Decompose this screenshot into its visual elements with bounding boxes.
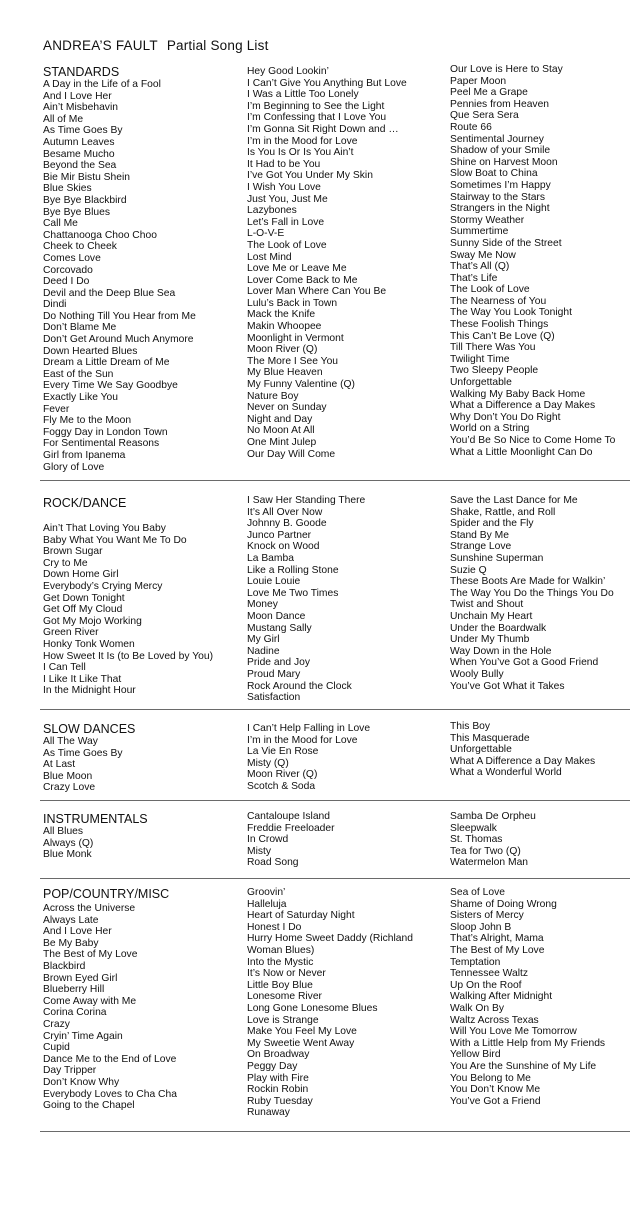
- song-item: My Blue Heaven: [247, 367, 323, 379]
- song-item: Sometimes I’m Happy: [450, 179, 551, 191]
- song-item: Fly Me to the Moon: [43, 415, 132, 427]
- song-item: East of the Sun: [43, 368, 114, 380]
- song-item: Little Boy Blue: [247, 979, 313, 991]
- song-column-3: [450, 811, 536, 869]
- song-item: Why Don’t You Do Right: [450, 411, 561, 423]
- song-item: Hurry Home Sweet Daddy (Richland: [247, 933, 413, 945]
- song-column-2: [247, 723, 370, 793]
- song-item: Suzie Q: [450, 564, 487, 576]
- song-item: Sunny Side of the Street: [450, 237, 562, 249]
- song-item: Pride and Joy: [247, 657, 310, 669]
- song-item: Johnny B. Goode: [247, 518, 327, 530]
- song-item: Runaway: [247, 1107, 290, 1119]
- song-item: Every Time We Say Goodbye: [43, 380, 178, 392]
- song-item: The Look of Love: [450, 284, 530, 296]
- song-item: Walking After Midnight: [450, 991, 553, 1003]
- song-item: As Time Goes By: [43, 125, 123, 137]
- song-item: Louie Louie: [247, 576, 301, 588]
- song-item: Play with Fire: [247, 1072, 309, 1084]
- section-divider: [40, 1131, 630, 1132]
- song-item: Dindi: [43, 299, 67, 311]
- song-item: Brown Eyed Girl: [43, 972, 118, 984]
- song-item: Route 66: [450, 121, 492, 133]
- song-item: Misty (Q): [247, 757, 289, 769]
- song-item: Groovin’: [247, 887, 286, 898]
- song-item: I Was a Little Too Lonely: [247, 89, 359, 101]
- song-item: Honky Tonk Women: [43, 638, 135, 650]
- song-item: A Day in the Life of a Fool: [43, 79, 161, 90]
- song-item: Love Me Two Times: [247, 587, 339, 599]
- song-item: That’s Life: [450, 272, 498, 284]
- song-item: The Look of Love: [247, 239, 327, 251]
- song-item: Always Late: [43, 914, 99, 926]
- song-item: Blue Skies: [43, 183, 92, 195]
- song-item: The Best of My Love: [450, 944, 545, 956]
- song-item: These Foolish Things: [450, 319, 549, 331]
- song-item: Deed I Do: [43, 276, 90, 288]
- song-item: Stormy Weather: [450, 214, 525, 226]
- song-item: Pennies from Heaven: [450, 98, 550, 110]
- song-item: Tennessee Waltz: [450, 968, 529, 980]
- song-item: Lover Man Where Can You Be: [247, 286, 387, 298]
- song-item: What a Wonderful World: [450, 767, 562, 779]
- song-item: The Best of My Love: [43, 949, 138, 961]
- song-item: Que Sera Sera: [450, 110, 519, 122]
- song-item: Shadow of your Smile: [450, 145, 551, 157]
- song-item: My Girl: [247, 634, 280, 646]
- song-item: You Belong to Me: [450, 1072, 531, 1084]
- song-item: Summertime: [450, 226, 509, 238]
- song-item: Twilight Time: [450, 353, 510, 365]
- song-item: Cryin’ Time Again: [43, 1030, 123, 1042]
- song-item: Twist and Shout: [450, 599, 524, 611]
- song-item: In the Midnight Hour: [43, 685, 136, 697]
- song-item: Cheek to Cheek: [43, 241, 117, 253]
- song-item: I Like It Like That: [43, 673, 122, 685]
- song-item: Devil and the Deep Blue Sea: [43, 287, 176, 299]
- song-item: Corina Corina: [43, 1007, 107, 1019]
- song-item: Samba De Orpheu: [450, 811, 536, 822]
- song-item: Fever: [43, 403, 70, 415]
- song-item: When You’ve Got a Good Friend: [450, 657, 599, 669]
- song-item: All Blues: [43, 826, 84, 837]
- section-title: SLOW DANCES: [43, 722, 136, 736]
- song-item: That’s Alright, Mama: [450, 933, 544, 945]
- song-item: Walk On By: [450, 1002, 504, 1014]
- song-item: Moon Dance: [247, 610, 306, 622]
- song-item: I Wish You Love: [247, 181, 321, 193]
- song-item: Our Day Will Come: [247, 448, 336, 460]
- song-item: Don’t Blame Me: [43, 322, 117, 334]
- song-item: Rock Around the Clock: [247, 680, 352, 692]
- song-item: Dance Me to the End of Love: [43, 1053, 177, 1065]
- song-item: Do Nothing Till You Hear from Me: [43, 310, 196, 322]
- song-item: Foggy Day in London Town: [43, 426, 168, 438]
- song-item: Ain’t That Loving You Baby: [43, 523, 166, 534]
- song-item: Is You Is Or Is You Ain’t: [247, 147, 354, 159]
- song-item: As Time Goes By: [43, 747, 123, 759]
- song-item: Will You Love Me Tomorrow: [450, 1026, 577, 1038]
- song-item: Watermelon Man: [450, 857, 529, 869]
- song-item: These Boots Are Made for Walkin’: [450, 576, 606, 588]
- song-item: At Last: [43, 759, 76, 771]
- song-item: Always (Q): [43, 837, 94, 849]
- song-column-3: [450, 887, 605, 1107]
- section-title: ROCK/DANCE: [43, 496, 127, 510]
- song-item: Lulu’s Back in Town: [247, 297, 338, 309]
- song-item: You’ve Got What it Takes: [450, 680, 565, 692]
- song-item: Waltz Across Texas: [450, 1014, 539, 1026]
- song-item: Slow Boat to China: [450, 168, 538, 180]
- song-item: Makin Whoopee: [247, 321, 322, 333]
- song-item: Peggy Day: [247, 1060, 298, 1072]
- song-item: Love Me or Leave Me: [247, 263, 347, 275]
- song-item: Money: [247, 599, 278, 611]
- song-item: Shine on Harvest Moon: [450, 156, 558, 168]
- song-item: Just You, Just Me: [247, 193, 328, 205]
- song-item: All of Me: [43, 113, 84, 125]
- page-subtitle: Partial Song List: [166, 38, 269, 53]
- song-item: Tea for Two (Q): [450, 845, 521, 857]
- song-item: Moon River (Q): [247, 769, 318, 781]
- song-item: Two Sleepy People: [450, 365, 539, 377]
- song-item: You’d Be So Nice to Come Home To: [450, 435, 616, 446]
- song-column-1: [43, 826, 93, 861]
- song-item: I’m Gonna Sit Right Down and …: [247, 123, 399, 135]
- song-item: Sisters of Mercy: [450, 910, 524, 922]
- song-column-2: [247, 495, 365, 704]
- song-item: Blueberry Hill: [43, 984, 105, 996]
- song-item: La Vie En Rose: [247, 746, 319, 758]
- song-item: Under the Boardwalk: [450, 622, 547, 634]
- song-item: Never on Sunday: [247, 402, 327, 414]
- song-item: Sunshine Superman: [450, 552, 544, 564]
- song-item: Long Gone Lonesome Blues: [247, 1002, 378, 1014]
- song-item: Moonlight in Vermont: [247, 332, 344, 344]
- song-item: Heart of Saturday Night: [247, 910, 355, 922]
- song-item: World on a String: [450, 423, 530, 435]
- song-column-2: [247, 811, 335, 869]
- section-title: INSTRUMENTALS: [43, 812, 148, 826]
- song-item: My Sweetie Went Away: [247, 1037, 355, 1049]
- song-item: Crazy Love: [43, 782, 96, 794]
- song-item: Don’t Get Around Much Anymore: [43, 334, 194, 346]
- song-item: The Way You Do the Things You Do: [450, 587, 614, 599]
- song-item: Sloop John B: [450, 921, 512, 933]
- song-item: Cry to Me: [43, 557, 88, 569]
- song-item: Green River: [43, 627, 99, 639]
- song-item: Cantaloupe Island: [247, 811, 331, 822]
- song-item: Blue Moon: [43, 770, 93, 782]
- song-item: I’m in the Mood for Love: [247, 734, 358, 746]
- song-item: Sleepwalk: [450, 822, 497, 834]
- song-item: Bye Bye Blackbird: [43, 194, 127, 206]
- band-name: ANDREA’S FAULT: [43, 38, 158, 53]
- song-item: Mustang Sally: [247, 622, 312, 634]
- song-item: I Can Tell: [43, 662, 86, 674]
- song-item: Ruby Tuesday: [247, 1095, 313, 1107]
- song-item: Down Home Girl: [43, 569, 119, 581]
- song-item: This Boy: [450, 721, 491, 732]
- song-item: It’s All Over Now: [247, 506, 323, 518]
- song-item: It Had to be You: [247, 158, 321, 170]
- song-item: Blackbird: [43, 960, 86, 972]
- song-item: Strangers in the Night: [450, 203, 550, 215]
- song-item: You Don’t Know Me: [450, 1084, 541, 1096]
- song-item: L-O-V-E: [247, 228, 285, 240]
- song-item: For Sentimental Reasons: [43, 438, 160, 450]
- song-item: Proud Mary: [247, 668, 301, 680]
- song-item: Moon River (Q): [247, 344, 318, 356]
- song-item: Exactly Like You: [43, 392, 118, 404]
- song-item: Scotch & Soda: [247, 780, 316, 792]
- song-column-3: [450, 495, 614, 692]
- song-item: Unforgettable: [450, 744, 512, 756]
- song-item: Got My Mojo Working: [43, 615, 142, 627]
- song-item: Glory of Love: [43, 461, 105, 473]
- song-item: Bye Bye Blues: [43, 206, 110, 218]
- song-column-1: [43, 79, 196, 473]
- song-item: I’m Beginning to See the Light: [247, 100, 385, 112]
- song-item: Strange Love: [450, 541, 512, 553]
- song-item: Everybody Loves to Cha Cha: [43, 1088, 177, 1100]
- song-item: Chattanooga Choo Choo: [43, 229, 157, 241]
- song-item: Night and Day: [247, 413, 313, 425]
- song-item: Our Love is Here to Stay: [450, 64, 563, 75]
- song-item: Besame Mucho: [43, 148, 115, 160]
- song-item: Nadine: [247, 645, 280, 657]
- song-item: Everybody’s Crying Mercy: [43, 580, 163, 592]
- song-item: Unchain My Heart: [450, 610, 533, 622]
- song-item: On Broadway: [247, 1049, 310, 1061]
- song-column-3: [450, 721, 595, 779]
- song-item: Down Hearted Blues: [43, 345, 138, 357]
- song-item: Knock on Wood: [247, 541, 320, 553]
- song-item: Yellow Bird: [450, 1049, 501, 1061]
- section-divider: [40, 480, 630, 481]
- song-item: No Moon At All: [247, 425, 315, 437]
- song-item: The Way You Look Tonight: [450, 307, 572, 319]
- song-item: Beyond the Sea: [43, 160, 117, 172]
- song-item: Temptation: [450, 956, 501, 968]
- song-item: Get Down Tonight: [43, 592, 125, 604]
- song-item: Corcovado: [43, 264, 93, 276]
- song-item: I’m Confessing that I Love You: [247, 112, 387, 124]
- song-item: In Crowd: [247, 834, 289, 846]
- song-item: Love is Strange: [247, 1014, 319, 1026]
- song-item: One Mint Julep: [247, 437, 317, 448]
- song-item: Save the Last Dance for Me: [450, 495, 578, 506]
- song-item: Lonesome River: [247, 991, 322, 1003]
- song-item: Misty: [247, 845, 272, 857]
- song-item: You Are the Sunshine of My Life: [450, 1060, 597, 1072]
- song-item: I Saw Her Standing There: [247, 495, 366, 506]
- song-item: My Funny Valentine (Q): [247, 379, 355, 391]
- song-item: Wooly Bully: [450, 668, 504, 680]
- song-item: How Sweet It Is (to Be Loved by You): [43, 650, 213, 662]
- song-item: Honest I Do: [247, 921, 302, 933]
- song-item: Come Away with Me: [43, 995, 137, 1007]
- song-item: The Nearness of You: [450, 295, 547, 307]
- song-item: Get Off My Cloud: [43, 604, 123, 616]
- song-item: Day Tripper: [43, 1065, 97, 1077]
- song-item: Crazy: [43, 1018, 70, 1030]
- song-item: Under My Thumb: [450, 634, 530, 646]
- song-item: That’s All (Q): [450, 261, 510, 273]
- song-item: And I Love Her: [43, 90, 112, 102]
- song-column-2: [247, 66, 407, 460]
- song-column-1: [43, 523, 213, 697]
- song-item: Way Down in the Hole: [450, 645, 552, 657]
- song-item: Going to the Chapel: [43, 1100, 135, 1112]
- song-item: Woman Blues): [247, 944, 315, 956]
- song-item: I’ve Got You Under My Skin: [247, 170, 373, 182]
- song-item: And I Love Her: [43, 926, 112, 938]
- song-item: This Can’t Be Love (Q): [450, 330, 555, 342]
- song-item: Let’s Fall in Love: [247, 216, 325, 228]
- song-item: Paper Moon: [450, 75, 507, 87]
- song-item: What a Difference a Day Makes: [450, 400, 596, 412]
- song-item: The More I See You: [247, 355, 339, 367]
- song-item: Like a Rolling Stone: [247, 564, 339, 576]
- song-column-1: [43, 736, 123, 794]
- song-item: Autumn Leaves: [43, 136, 115, 148]
- song-item: Dream a Little Dream of Me: [43, 357, 170, 369]
- song-item: St. Thomas: [450, 834, 503, 846]
- song-item: Ain’t Misbehavin: [43, 102, 118, 114]
- song-item: Call Me: [43, 218, 78, 230]
- section-title: STANDARDS: [43, 65, 120, 79]
- song-item: You’ve Got a Friend: [450, 1095, 541, 1107]
- song-item: Girl from Ipanema: [43, 450, 126, 461]
- song-item: Spider and the Fly: [450, 518, 534, 530]
- song-item: What A Difference a Day Makes: [450, 755, 596, 767]
- song-item: Stand By Me: [450, 529, 509, 541]
- song-item: Halleluja: [247, 898, 287, 910]
- song-item: Into the Mystic: [247, 956, 314, 968]
- song-item: Satisfaction: [247, 692, 301, 704]
- song-item: Junco Partner: [247, 529, 312, 541]
- song-item: Road Song: [247, 857, 299, 869]
- song-item: Sway Me Now: [450, 249, 516, 261]
- song-item: Rockin Robin: [247, 1084, 309, 1096]
- song-item: Make You Feel My Love: [247, 1026, 357, 1038]
- song-item: Lover Come Back to Me: [247, 274, 358, 286]
- song-item: Walking My Baby Back Home: [450, 388, 586, 400]
- song-item: All The Way: [43, 736, 98, 747]
- song-item: Stairway to the Stars: [450, 191, 545, 203]
- song-item: Brown Sugar: [43, 546, 103, 558]
- song-item: Unforgettable: [450, 377, 512, 389]
- song-item: Lazybones: [247, 205, 297, 217]
- section-divider: [40, 709, 630, 710]
- song-item: What a Little Moonlight Can Do: [450, 446, 593, 458]
- song-column-3: [450, 64, 615, 458]
- song-item: Sea of Love: [450, 887, 505, 898]
- song-item: Baby What You Want Me To Do: [43, 534, 187, 546]
- song-item: Sentimental Journey: [450, 133, 544, 145]
- page-header: [43, 38, 269, 53]
- section-divider: [40, 800, 630, 801]
- song-item: Bie Mir Bistu Shein: [43, 171, 130, 183]
- song-item: Shake, Rattle, and Roll: [450, 506, 556, 518]
- song-item: Don’t Know Why: [43, 1076, 120, 1088]
- song-item: Up On the Roof: [450, 979, 522, 991]
- section-divider: [40, 878, 630, 879]
- song-item: Peel Me a Grape: [450, 87, 528, 99]
- song-item: I’m in the Mood for Love: [247, 135, 358, 147]
- song-item: It’s Now or Never: [247, 968, 326, 980]
- song-item: I Can’t Help Falling in Love: [247, 723, 371, 734]
- song-item: Hey Good Lookin’: [247, 66, 329, 77]
- song-item: Across the Universe: [43, 903, 136, 914]
- section-title: POP/COUNTRY/MISC: [43, 887, 170, 901]
- song-item: Blue Monk: [43, 849, 92, 861]
- song-item: Mack the Knife: [247, 309, 316, 321]
- song-item: Be My Baby: [43, 937, 99, 949]
- song-item: Nature Boy: [247, 390, 299, 402]
- song-item: La Bamba: [247, 552, 294, 564]
- song-item: This Masquerade: [450, 732, 530, 744]
- song-item: With a Little Help from My Friends: [450, 1037, 606, 1049]
- song-item: Cupid: [43, 1042, 70, 1054]
- song-item: Shame of Doing Wrong: [450, 898, 557, 910]
- song-item: Lost Mind: [247, 251, 292, 263]
- song-item: Till There Was You: [450, 342, 536, 354]
- song-item: Comes Love: [43, 252, 101, 264]
- song-item: Freddie Freeloader: [247, 822, 335, 834]
- song-item: I Can’t Give You Anything But Love: [247, 77, 407, 89]
- song-column-1: [43, 903, 177, 1112]
- song-column-2: [247, 887, 413, 1119]
